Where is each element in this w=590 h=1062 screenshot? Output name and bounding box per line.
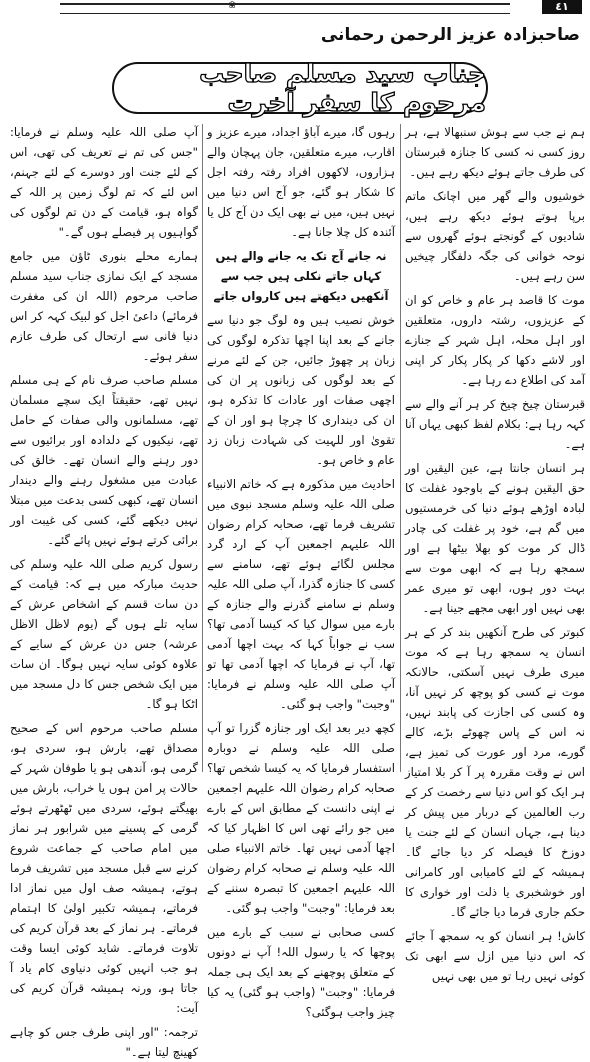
paragraph: ترجمہ: "اور اپنی طرف جس کو چاہے کھینچ لیتا ہے۔" (10, 1025, 198, 1059)
paragraph: خوشیوں والے گھر میں اچانک ماتم برپا ہوتے ہوئے دیکھ رہے ہیں، شادیوں کے گونجتے ہوئے گھروں سے نوحہ خوانی کی جگہ دلفگار چیخیں سن رہے ہیں۔ (405, 189, 585, 283)
paragraph: رہوں گا، میرے آباؤ اجداد، میرے عزیز و اقارب، میرے متعلقین، جان پہچان والے ہزاروں، لاکھوں افراد رفتہ رفتہ اجل کا شکار ہو گئے، جو آج اس دنیا میں نہیں ہیں، میں نے بھی ایک دن آج کل یا آئندہ کل چلا جانا ہے۔ (207, 125, 395, 239)
paragraph: کبوتر کی طرح آنکھیں بند کر کے ہر انسان یہ سمجھ رہا ہے کہ موت میری طرف نہیں آسکتی، حالانکہ موت نے کسی کو پوچھ کر نہیں آنا، وہ کسی کی اجازت کی پابند نہیں، نہ اس کے پاس چھوٹے بڑے، کالے گورے، مرد اور عورت کی تمیز ہے، اس نے وقت مقررہ پر آ کر بلا امتیاز ہر ایک کو اس دنیا سے رخصت کر کے رب العالمین کے دربار میں پیش کر دینا ہے، جہاں انسان کے لئے جنت یا دوزخ کا فیصلہ کر دیا جائے گا۔ ہمیشہ کے لئے کامیابی اور کامرانی اور خوشخبری یا ذلت اور خواری کا حکم جاری فرما دیا جائے گا۔ (405, 625, 585, 919)
header-ornament-rule (60, 3, 510, 14)
paragraph: ہر انسان جانتا ہے، عین الیقین اور حق الیقین ہونے کے باوجود غفلت کا لبادہ اوڑھے ہوئے دنیا کی خرمستیوں میں گم ہے، خود پر غفلت کی چادر ڈال کر موت کو بھلا بیٹھا ہے اور سمجھ رہا ہے کہ ابھی موت سے بہت دور ہوں، ابھی تو میری عمر بھی نہیں اور ابھی مجھے جینا ہے۔ (405, 461, 585, 615)
paragraph: رسول کریم صلی اللہ علیہ وسلم کی حدیث مبارکہ میں ہے کہ: قیامت کے دن سات قسم کے اشخاص عرش کے سایہ تلے ہوں گے (یوم لاظل الاظل عرشہ) جس دن عرش کے سایے کے علاوہ کوئی سایہ نہیں ہوگا۔ ان سات میں ایک شخص جس کا دل مسجد میں اٹکا ہو گا۔ (10, 557, 198, 711)
verse-couplet: نہ جانے آج تک یہ جانے والے ہیں کہاں جاتے نکلی ہیں جب سے آنکھیں دیکھتے ہیں کارواں جاتے (213, 249, 389, 303)
article-title: جناب سید مسلم صاحب مرحوم کا سفر آخرت (112, 62, 488, 114)
paragraph: آپ صلی اللہ علیہ وسلم نے فرمایا: "جس کی تم نے تعریف کی تھی، اس کے لئے جنت اور دوسرے کے لئے جہنم، اس لئے کہ تم لوگ زمین پر اللہ کے گواہ ہو، قیامت کے دن تم لوگوں کی گواہیوں پر فیصلے ہوں گے۔" (10, 125, 198, 239)
column-divider (202, 124, 203, 772)
paragraph: خوش نصیب ہیں وہ لوگ جو دنیا سے جانے کے بعد اپنا اچھا تذکرہ لوگوں کی زبان پر چھوڑ جائیں، جن کے لئے مرنے کے بعد لوگوں کی زبانوں پر ان کی اچھی صفات اور عادات کا تذکرہ ہو، ان کی دینداری کا چرچا ہو اور ان کے تقویٰ اور للہیت کی شہادت زبان زد عام و خاص ہو۔ (207, 313, 395, 467)
paragraph: مسلم صاحب مرحوم اس کے صحیح مصداق تھے، بارش ہو، سردی ہو، گرمی ہو، آندھی ہو یا طوفان شہر کے حالات پر امن ہوں یا خراب، بارش میں بھیگتے ہوئے، سردی میں ٹھٹھرتے ہوئے گرمی کے پسینے میں شرابور ہر نماز میں امام صاحب کے جماعت شروع کرنے سے قبل مسجد میں تشریف فرما ہوتے، ہمیشہ صف اول میں نماز ادا فرماتے، ہمیشہ تکبیر اولیٰ کا اہتمام فرماتے۔ ہر نماز کے بعد قرآن کریم کی تلاوت فرماتے۔ شاید کوئی ایسا وقت ہو جب انہیں کوئی دنیاوی کام یاد آ جاتا ہو، ورنہ ہمیشہ قرآن کریم کی آیت: (10, 721, 198, 1015)
column-divider (400, 124, 401, 772)
paragraph: موت کا قاصد ہر عام و خاص کو ان کے عزیزوں، رشتہ داروں، متعلقین اور اہل محلہ، اہل شہر کے جنازے اور لاشے دکھا کر پکار پکار کر اپنی آمد کی اطلاع دے رہا ہے۔ (405, 293, 585, 387)
column-right (405, 122, 585, 983)
paragraph: مسلم صاحب صرف نام کے ہی مسلم نہیں تھے، حقیقتاً ایک سچے مسلمان تھے، مسلمانوں والی صفات کے حامل تھے، نیکیوں کے دلدادہ اور برائیوں سے دور رہنے والے انسان تھے۔ خالق کی عبادت میں مشغول رہنے والے دیندار انسان تھے، کبھی کسی بدعت میں مبتلا نہیں دیکھے گئے، کسی کی غیبت اور برائی کرتے ہوئے نہیں پائے گئے۔ (10, 373, 198, 547)
page-header (0, 0, 590, 14)
paragraph: ہم نے جب سے ہوش سنبھالا ہے، ہر روز کسی نہ کسی کا جنازہ قبرستان کی طرف جاتے ہوئے دیکھ رہے ہیں۔ (405, 125, 585, 179)
paragraph: ہمارے محلے بنوری ٹاؤن میں جامع مسجد کے ایک نمازی جناب سید مسلم صاحب مرحوم (اللہ ان کی مغفرت فرمائے) داعیٔ اجل کو لبیک کہہ کر اس دنیا فانی سے ارتحال کی طرف عازم سفر ہوئے۔ (10, 249, 198, 363)
paragraph: قبرستان چیخ چیخ کر ہر آنے والے سے کہہ رہا ہے: بکلام لفظ کبھی یہاں آنا ہے۔ (405, 397, 585, 451)
header-ornament-icon: ❀ (228, 0, 237, 11)
paragraph: کچھ دیر بعد ایک اور جنازہ گزرا تو آپ صلی اللہ علیہ وسلم نے دوبارہ استفسار فرمایا کہ یہ کیسا شخص تھا؟ صحابہ کرام رضوان اللہ علیہم اجمعین نے اپنی دانست کے مطابق اس کے بارے میں جو رائے تھی اس کا اظہار کیا کہ اچھا آدمی نہیں تھا۔ خاتم الانبیاء صلی اللہ علیہ وسلم نے صحابہ کرام رضوان اللہ علیہم اجمعین کا تبصرہ سننے کے بعد فرمایا: "وجبت" واجب ہو گئی۔ (207, 721, 395, 915)
column-middle (207, 122, 395, 1019)
article-author: صاحبزادہ عزیز الرحمن رحمانی (320, 25, 580, 45)
paragraph: کاش! ہر انسان کو یہ سمجھ آ جائے کہ اس دنیا میں ازل سے ابھی تک کوئی نہیں رہا تو میں بھی نہیں (405, 929, 585, 983)
page-number: ٤١ (542, 0, 582, 14)
paragraph: احادیث میں مذکورہ ہے کہ خاتم الانبیاء صلی اللہ علیہ وسلم مسجد نبوی میں تشریف فرما تھے، صحابہ کرام رضوان اللہ علیہم اجمعین آپ کے ارد گرد مجلس لگائے ہوئے تھے، سامنے سے کسی کا جنازہ گذرا، آپ صلی اللہ علیہ وسلم نے سامنے گذرنے والے جنازہ کے بارے میں سوال کیا کہ کیسا آدمی تھا؟ سب نے جواباً کہا کہ بہت اچھا آدمی تھا، آپ نے فرمایا کہ اچھا آدمی تھا تو آپ صلی اللہ علیہ وسلم نے فرمایا: "وجبت" واجب ہو گئی۔ (207, 477, 395, 711)
paragraph: کسی صحابی نے سبب کے بارے میں پوچھا کہ یا رسول اللہ! آپ نے دونوں کے متعلق پوچھنے کے بعد ایک ہی جملہ فرمایا: "وجبت" (واجب ہو گئی) یہ کیا چیز واجب ہوگئی؟ (207, 925, 395, 1019)
column-left (10, 122, 198, 1059)
